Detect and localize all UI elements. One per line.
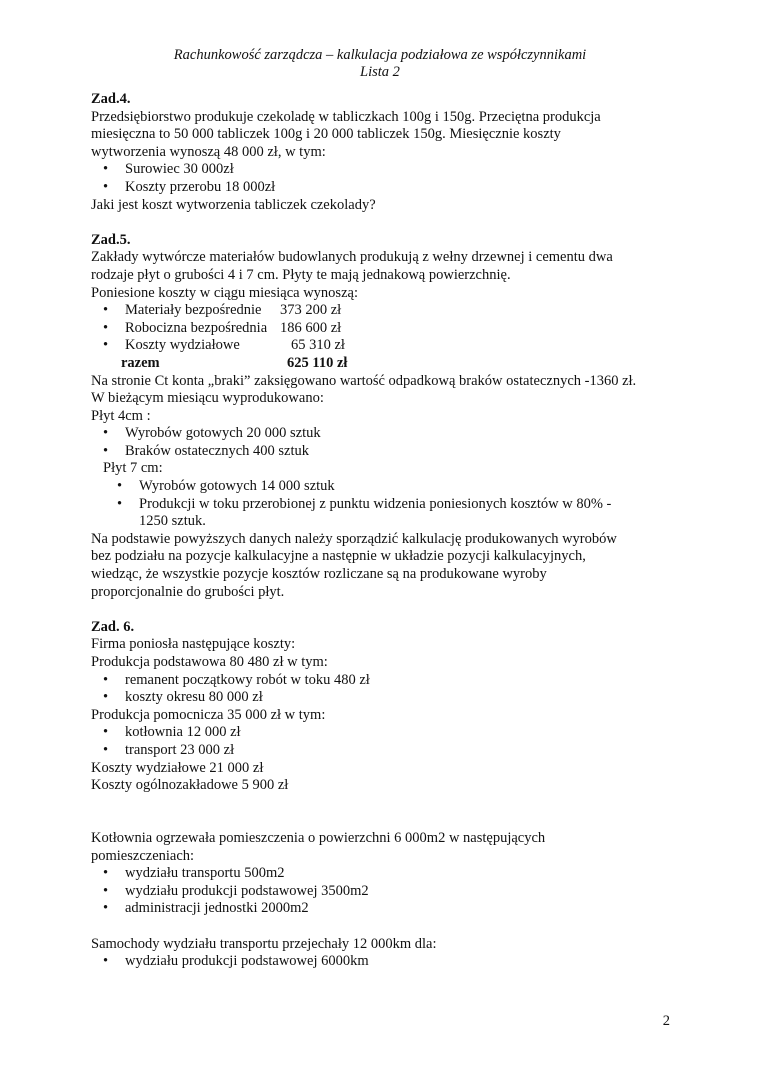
list-item [91, 496, 681, 531]
list-item: • Wyrobów gotowych 20 000 sztuk [91, 425, 681, 443]
list-item: • wydziału transportu 500m2 [91, 865, 681, 883]
zad5-text: Na podstawie powyższych danych należy sporządzić kalkulację produkowanych wyrobów [91, 530, 617, 547]
zad4-question: Jaki jest koszt wytworzenia tabliczek czekolady? [91, 196, 376, 213]
zad5-total [91, 355, 681, 373]
zad5-text: Zakłady wytwórcze materiałów budowlanych produkują z wełny drzewnej i cementu dwa [91, 249, 613, 266]
list-item: • wydziału produkcji podstawowej 6000km [91, 953, 681, 971]
zad5-text: W bieżącym miesiącu wyprodukowano: [91, 390, 324, 407]
zad6-text: Koszty wydziałowe 21 000 zł [91, 759, 264, 776]
page-header [0, 47, 760, 81]
list-item: • remanent początkowy robót w toku 480 zł [91, 672, 681, 690]
list-item: • Braków ostatecznych 400 sztuk [91, 443, 681, 461]
zad4-text: miesięczna to 50 000 tabliczek 100g i 20 000 tabliczek 150g. Miesięcznie koszty [91, 126, 561, 143]
cost-label: Koszty wydziałowe [125, 337, 240, 354]
list-item: • transport 23 000 zł [91, 742, 681, 760]
header-title: Rachunkowość zarządcza – kalkulacja podziałowa ze współczynnikami [173, 47, 587, 63]
total-label: razem [121, 354, 160, 371]
zad4-text: wytworzenia wynoszą 48 000 zł, w tym: [91, 143, 326, 160]
list-item: • Surowiec 30 000zł [91, 161, 681, 179]
zad6-main-list [91, 672, 681, 707]
list-item [91, 302, 681, 320]
zad5-plyt4-list [91, 425, 681, 460]
cost-value: 65 310 zł [291, 337, 345, 354]
zad6-text: Produkcja pomocnicza 35 000 zł w tym: [91, 706, 326, 723]
zad6-transport-list [91, 953, 681, 971]
list-item [91, 320, 681, 338]
zad5-plyt7: Płyt 7 cm: [103, 460, 163, 477]
header-subtitle: Lista 2 [360, 64, 400, 80]
zad5-text: rodzaje płyt o grubości 4 i 7 cm. Płyty te mają jednakową powierzchnię. [91, 266, 511, 283]
list-item: • kotłownia 12 000 zł [91, 724, 681, 742]
list-item-text: 1250 sztuk. [139, 513, 206, 530]
zad5-text: proporcjonalnie do grubości płyt. [91, 583, 285, 600]
page-number: 2 [662, 1013, 670, 1029]
zad6-text: pomieszczeniach: [91, 847, 195, 864]
zad5-cost-list [91, 302, 681, 355]
list-item: • administracji jednostki 2000m2 [91, 900, 681, 918]
cost-label: Robocizna bezpośrednia [125, 319, 268, 336]
cost-label: Materiały bezpośrednie [125, 302, 262, 319]
zad6-text: Kotłownia ogrzewała pomieszczenia o powierzchni 6 000m2 w następujących [91, 829, 546, 846]
page-content [91, 91, 681, 971]
list-item: • Koszty przerobu 18 000zł [91, 179, 681, 197]
zad6-text: Koszty ogólnozakładowe 5 900 zł [91, 777, 289, 794]
zad6-title: Zad. 6. [91, 618, 135, 635]
zad5-text: Płyt 4cm : [91, 407, 151, 424]
zad6-boiler-list [91, 865, 681, 918]
zad5-text: Na stronie Ct konta „braki” zaksięgowano wartość odpadkową braków ostatecznych -1360 zł. [91, 372, 637, 389]
zad5-title: Zad.5. [91, 231, 131, 248]
list-item: • wydziału produkcji podstawowej 3500m2 [91, 883, 681, 901]
zad6-text: Produkcja podstawowa 80 480 zł w tym: [91, 654, 328, 670]
zad5-text: bez podziału na pozycje kalkulacyjne a następnie w układzie pozycji kalkulacyjnych, [91, 548, 586, 565]
zad4-list [91, 161, 681, 196]
list-item-text: Produkcji w toku przerobionej z punktu widzenia poniesionych kosztów w 80% - [139, 495, 612, 512]
list-item: • Wyrobów gotowych 14 000 sztuk [91, 478, 681, 496]
total-value: 625 110 zł [287, 354, 348, 371]
zad5-text: wiedząc, że wszystkie pozycje kosztów rozliczane są na produkowane wyroby [91, 566, 547, 583]
zad4-text: Przedsiębiorstwo produkuje czekoladę w tabliczkach 100g i 150g. Przeciętna produkcja [91, 108, 601, 125]
list-item [91, 337, 681, 355]
cost-value: 186 600 zł [280, 319, 342, 336]
zad5-plyt7-list [91, 478, 681, 531]
zad6-text: Firma poniosła następujące koszty: [91, 636, 296, 653]
zad6-text: Samochody wydziału transportu przejechały 12 000km dla: [91, 935, 437, 952]
cost-value: 373 200 zł [280, 302, 342, 319]
list-item: • koszty okresu 80 000 zł [91, 689, 681, 707]
zad4-title: Zad.4. [91, 91, 131, 107]
zad5-text: Poniesione koszty w ciągu miesiąca wynoszą: [91, 284, 358, 301]
zad6-aux-list [91, 724, 681, 759]
